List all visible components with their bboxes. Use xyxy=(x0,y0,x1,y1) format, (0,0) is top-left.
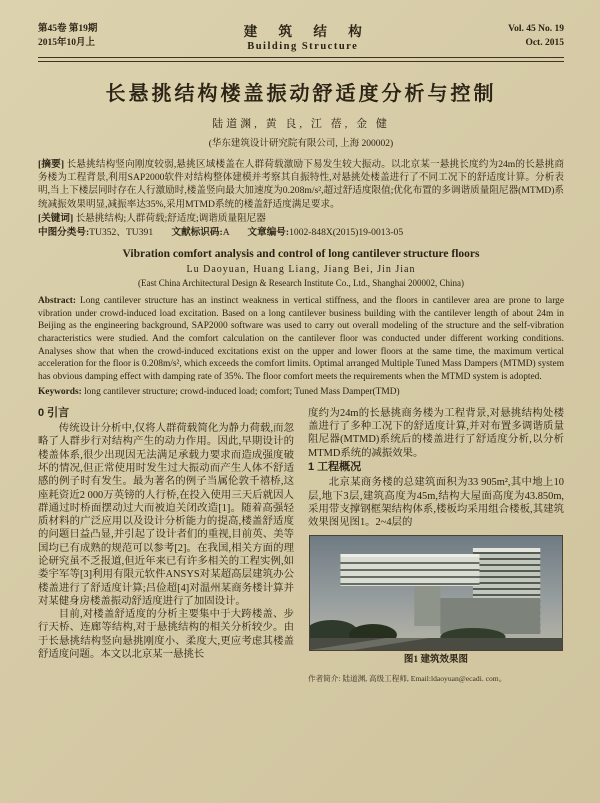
abstract-text-en: Long cantilever structure has an instinct weakness in vertical stiffness, and the floors in cantilever area are prone to large vibration under crowd-induced load excitation. Based on a long cantilever business building with the cantilever length of about 24m in Beijing as the engineering background, SAP2000 software was used to carry out overall modeling of the structure and the self-vibration characteristics were studied. And the comfort calculation on the cantilever floor was conducted under different working conditions. Analyses show that when the crowd-induced excitations exist on the upper and lower floors at the same time, the maximum vertical acceleration for the floor is 0.208m/s², which exceeds the comfort limits. Optimal arranged Multiple Tuned Mass Dampers (MTMD) system has obvious damping effect with damping rate of 35%. The floor comfort meets the requirements when the MTMD system is adopted. xyxy=(38,295,564,383)
figure1-caption: 图1 建筑效果图 xyxy=(403,655,469,666)
project-paragraph: 北京某商务楼的总建筑面积为33 905m²,其中地上10层,地下3层,建筑高度为45m,结构大屋面高度为43.850m,采用带支撑钢框架结构体系,楼板均采用组合楼板,其建筑效果图见图1。2~4层的 xyxy=(308,477,564,529)
issue-date-en: Oct. 2015 xyxy=(525,38,564,48)
abstract-en xyxy=(38,295,564,384)
article-id-label: 文章编号: xyxy=(247,226,290,238)
affiliation-en: (East China Architectural Design & Research Institute Co., Ltd., Shanghai 200002, China) xyxy=(138,277,464,288)
issue-info-left xyxy=(38,22,97,50)
abstract-label-cn: [摘要] xyxy=(38,159,65,170)
figure1 xyxy=(309,535,563,667)
journal-title-cn: 建 筑 结 构 xyxy=(243,24,371,39)
keywords-text-en: long cantilever structure; crowd-induced load; comfort; Tuned Mass Damper(TMD) xyxy=(84,386,400,397)
volume-issue-en: Vol. 45 No. 19 xyxy=(508,24,564,34)
issue-info-right xyxy=(508,22,564,50)
authors-cn: 陆道渊, 黄 良, 江 蓓, 金 健 xyxy=(212,118,390,130)
doc-code-label: 文献标识码: xyxy=(171,226,223,238)
abstract-cn xyxy=(38,158,564,211)
clc-value: TU352、TU391 xyxy=(89,226,154,238)
article-title-en: Vibration comfort analysis and control of long cantilever structure floors xyxy=(122,247,480,260)
article-title-cn: 长悬挑结构楼盖振动舒适度分析与控制 xyxy=(105,83,497,105)
abstract-label-en: Abstract: xyxy=(38,295,77,306)
intro-paragraph-1: 传统设计分析中,仅将人群荷载简化为静力荷载,而忽略了人群步行对结构产生的动力作用。因此,早期设计的楼盖体系,很少出现因无法满足承载力要求而造成强度破坏的情况,但正常使用时发生过大振动而产生人体不舒适感的例子时有发生。最为著名的例子当属伦敦千禧桥,这座耗资近2 000万英镑的人行桥,在投入使用三天后就因人群通过时桥面摆动过大而被迫关闭改造[1]。随着高强轻质材料的广泛应用以及设计分析能力的提高,楼盖舒适度的问题日益凸显,并引起了设计者们的重视,目前英、美等国均已有成熟的规范可以参考[2]。在我国,相关方面的理论研究虽不乏报道,但近年来已有许多相关的工程实例,如娄宇军等[3]利用有限元软件ANSYS对某超高层建筑办公楼盖进行了舒适度计算;吕俭超[4]对温州某商务楼计算并对某健身房楼盖振动舒适度进行了加固设计。 xyxy=(38,423,294,607)
section-heading-project: 1 工程概况 xyxy=(308,460,362,473)
masthead-divider xyxy=(38,57,564,62)
cantilever-volume xyxy=(340,556,479,586)
tower-roof xyxy=(473,548,540,552)
doc-code-value: A xyxy=(222,226,230,238)
classification-line xyxy=(38,226,564,239)
affiliation-cn: (华东建筑设计研究院有限公司, 上海 200002) xyxy=(208,139,394,149)
author-bio-footnote: 作者简介: 陆道渊, 高级工程师, Email:ldaoyuan@ecadi. com。 xyxy=(308,673,507,683)
right-column xyxy=(308,407,564,684)
keywords-cn xyxy=(38,212,564,225)
issue-date-cn: 2015年10月上 xyxy=(38,38,96,48)
left-column xyxy=(38,407,294,684)
journal-title-en: Building Structure xyxy=(247,41,359,52)
continuation-paragraph: 度约为24m的长悬挑商务楼为工程背景,对悬挑结构处楼盖进行了多种工况下的舒适度计算,并对布置多调谐质量阻尼器(MTMD)系统后的楼盖进行了舒适度分析,以分析MTMD系统的减振效果。 xyxy=(308,407,564,459)
volume-issue-cn: 第45卷 第19期 xyxy=(38,24,98,34)
two-column-body xyxy=(38,407,564,684)
keywords-label-en: Keywords: xyxy=(38,386,82,397)
journal-masthead xyxy=(38,20,564,52)
section-heading-intro: 0 引言 xyxy=(38,406,70,419)
keywords-label-cn: [关键词] xyxy=(38,212,74,224)
abstract-text-cn: 长悬挑结构竖向刚度较弱,悬挑区域楼盖在人群荷载激励下易发生较大振动。以北京某一悬挑长度约为24m的长悬挑商务楼为工程背景,利用SAP2000软件对结构整体建模并考察其自振特性,对悬挑处楼盖进行了不同工况下的舒适度计算。分析表明,当上下楼层同时存在人行激励时,楼盖竖向最大加速度为0.208m/s²,超过舒适度限值;优化布置的多调谐质量阻尼器(MTMD)系统减振效果明显,减振率达35%,采用MTMD系统的楼盖舒适度满足要求。 xyxy=(38,159,565,210)
podium xyxy=(440,598,540,634)
article-id-value: 1002-848X(2015)19-0013-05 xyxy=(289,226,404,238)
authors-en: Lu Daoyuan, Huang Liang, Jiang Bei, Jin Jian xyxy=(186,263,416,275)
clc-label: 中图分类号: xyxy=(38,226,90,238)
keywords-en xyxy=(38,386,564,398)
keywords-text-cn: 长悬挑结构;人群荷载;舒适度;调谐质量阻尼器 xyxy=(75,212,266,224)
cantilever-roof xyxy=(340,554,479,557)
intro-paragraph-2: 目前,对楼盖舒适度的分析主要集中于大跨楼盖、步行天桥、连廊等结构,对于悬挑结构的相关分析较少。由于长悬挑结构竖向悬挑刚度小、柔度大,更应考虑其楼盖舒适度问题。本文以北京某一悬挑长 xyxy=(38,609,294,661)
figure1-building-photo xyxy=(309,535,563,651)
journal-title-block xyxy=(235,20,371,52)
support-core xyxy=(414,586,440,626)
